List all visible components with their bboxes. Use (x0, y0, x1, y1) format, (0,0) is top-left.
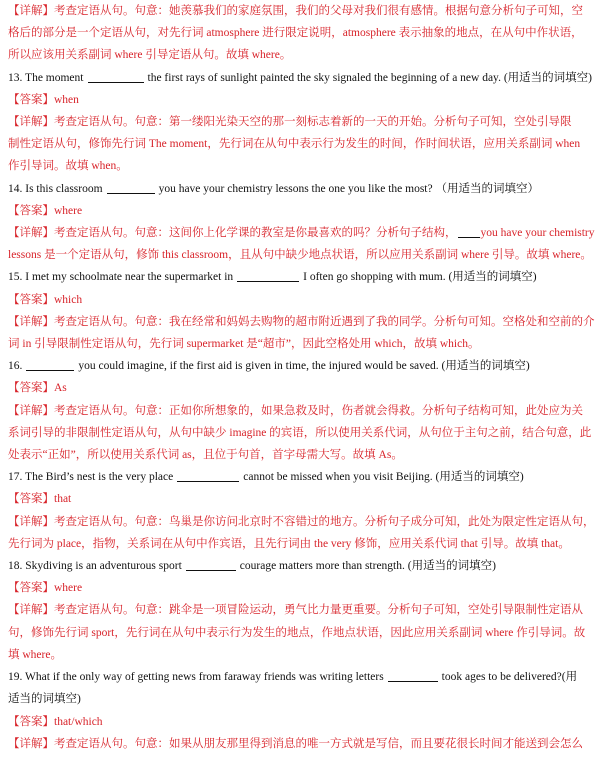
answer-blank (388, 680, 438, 682)
line-text-after-blank: you have your chemistry (480, 227, 595, 240)
answer-line: 制性定语从句，修饰先行词 The moment，先行词在从句中表示行为发生的时间，作时间状语，应用关系副词 when (8, 138, 581, 151)
line-text-before-blank: 16. (8, 360, 23, 373)
answer-line: 【详解】考查定语从句。句意：她羡慕我们的家庭氛围，我们的父母对我们很有感情。根据句意分析句子可知，空 (8, 5, 583, 17)
line-text-after-blank: the first rays of sunlight painted the sky signaled the beginning of a new day. (用适当的词填空) (147, 71, 592, 84)
line-text-before-blank: 17. The Bird’s nest is the very place (8, 471, 174, 484)
answer-line: 【详解】考查定语从句。句意：跳伞是一项冒险运动，勇气比力量更重要。分析句子可知，空处引导限制性定语从 (8, 604, 583, 617)
answer-line: 句，修饰先行词 sport，先行词在从句中表示行为发生的地点，作地点状语，因此应用关系副词 where 作引导词。故 (8, 626, 586, 639)
answer-line: 【答案】which (8, 293, 83, 306)
line-text-before-blank: 【详解】考查定语从句。句意：这间你上化学课的教室是你最喜欢的吗？分析句子结构， (8, 227, 457, 240)
answer-line: 词 in 引导限制性定语从句，先行词 supermarket 是“超市”，因此空格处用 which，故填 which。 (8, 338, 480, 351)
answer-line: 【答案】where (8, 204, 83, 217)
line-text-after-blank: I often go shopping with mum. (用适当的词填空) (303, 271, 537, 284)
line-text-before-blank: 15. I met my schoolmate near the supermarket in (8, 271, 234, 284)
question-line (8, 555, 601, 577)
answer-blank (177, 480, 239, 482)
answer-line: 【详解】考查定语从句。句意：正如你所想象的，如果急救及时，伤者就会得救。分析句子结构可知，此处应为关 (8, 404, 583, 417)
answer-line (8, 222, 601, 244)
question-line (8, 466, 601, 488)
answer-line: 【详解】考查定语从句。句意：如果从朋友那里得到消息的唯一方式就是写信，而且要花很长时间才能送到会怎么 (8, 737, 583, 750)
answer-line: 作引导词。故填 when。 (8, 160, 128, 173)
answer-line: 【答案】that (8, 493, 72, 506)
answer-blank (237, 280, 299, 282)
answer-blank (88, 81, 144, 83)
answer-blank (458, 236, 480, 238)
answer-line: lessons 是一个定语从句，修饰 this classroom，且从句中缺少地点状语，所以应用关系副词 where 引导。故填 where。 (8, 249, 592, 262)
line-text-before-blank: 14. Is this classroom (8, 182, 103, 195)
line-text-after-blank: courage matters more than strength. (用适当的词填空) (239, 560, 496, 573)
line-text-after-blank: you could imagine, if the first aid is given in time, the injured would be saved. (用适当的词填空) (78, 360, 530, 373)
question-line (8, 178, 601, 200)
line-text-after-blank: you have your chemistry lessons the one you like the most? （用适当的词填空） (158, 182, 539, 195)
answer-line: 处表示“正如”，所以使用关系代词 as，且位于句首，首字母需大写。故填 As。 (8, 449, 403, 462)
answer-line: 【答案】that/which (8, 715, 103, 728)
answer-line: 先行词为 place，指物，关系词在从句中作宾语，且先行词由 the very 修饰，应用关系代词 that 引导。故填 that。 (8, 537, 570, 550)
line-text-before-blank: 19. What if the only way of getting news from faraway friends was writing letters (8, 671, 384, 684)
answer-line: 格后的部分是一个定语从句，对先行词 atmosphere 进行限定说明，atmosphere 表示抽象的地点，在从句中作状语， (8, 27, 583, 40)
answer-line: 【详解】考查定语从句。句意：我在经常和妈妈去购物的超市附近遇到了我的同学。分析句可知。空格处和空前的介 (8, 315, 595, 328)
question-line (8, 67, 601, 89)
question-line (8, 266, 601, 288)
question-line (8, 355, 601, 377)
answer-line: 【详解】考查定语从句。句意：第一缕阳光染天空的那一刻标志着新的一天的开始。分析句子可知，空处引导限 (8, 116, 572, 129)
answer-line: 系词引导的非限制性定语从句，从句中缺少 imagine 的宾语，所以使用关系代词，从句位于主句之前，结合句意，此 (8, 426, 592, 439)
answer-blank (26, 369, 74, 371)
question-line (8, 666, 601, 688)
answer-line: 【答案】where (8, 582, 83, 595)
answer-line: 填 where。 (8, 648, 62, 661)
line-text-after-blank: cannot be missed when you visit Beijing. (用适当的词填空) (243, 471, 524, 484)
answer-line: 【详解】考查定语从句。句意：鸟巢是你访问北京时不容错过的地方。分析句子成分可知，此处为限定性定语从句， (8, 515, 595, 528)
answer-line: 所以应该用关系副词 where 引导定语从句。故填 where。 (8, 49, 292, 62)
line-text-before-blank: 13. The moment (8, 71, 84, 84)
answer-line: 【答案】As (8, 382, 67, 395)
answer-line: 【答案】when (8, 93, 79, 106)
answer-blank (186, 569, 236, 571)
line-text-after-blank: took ages to be delivered?(用 (441, 671, 578, 684)
line-text-before-blank: 18. Skydiving is an adventurous sport (8, 560, 182, 573)
answer-blank (107, 192, 155, 194)
question-line: 适当的词填空) (8, 693, 81, 706)
